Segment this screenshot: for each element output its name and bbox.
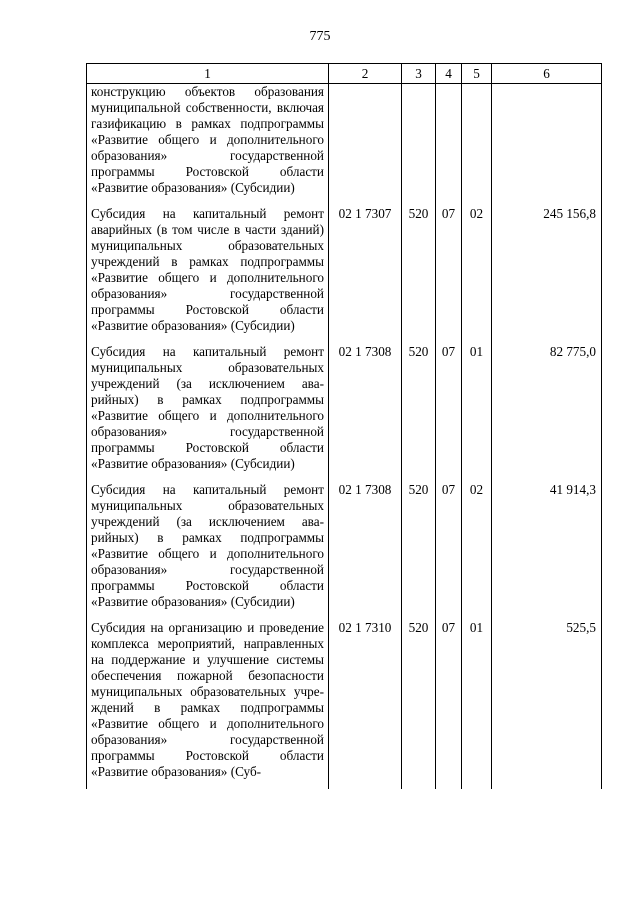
row-target-code: 02 1 7310 — [329, 619, 402, 789]
table-row — [87, 343, 602, 481]
row-section: 07 — [436, 343, 462, 481]
row-description: Субсидия на капитальный ремонт аварийных (в том числе в части зданий) муниципальных образовательных учреждений в рамках подпрограммы «Развитие общего и дополнительного образования» государственной программы Ростовской области «Развитие образования» (Субсидии) — [87, 205, 329, 343]
row-section: 07 — [436, 481, 462, 619]
table-row — [87, 205, 602, 343]
header-col-6: 6 — [492, 64, 602, 84]
header-col-3: 3 — [402, 64, 436, 84]
header-col-4: 4 — [436, 64, 462, 84]
row-target-code: 02 1 7307 — [329, 205, 402, 343]
row-target-code — [329, 84, 402, 206]
row-amount: 82 775,0 — [492, 343, 602, 481]
row-target-code: 02 1 7308 — [329, 481, 402, 619]
row-amount — [492, 84, 602, 206]
row-description: Субсидия на капитальный ремонт муниципальных образовательных учреждений (за исключением аварийных) в рамках подпрограммы «Развитие общего и дополнительного образования» государственной программы Ростовской области «Развитие образования» (Субсидии) — [87, 343, 329, 481]
row-section — [436, 84, 462, 206]
row-amount: 41 914,3 — [492, 481, 602, 619]
row-expense-type — [402, 84, 436, 206]
budget-table — [86, 63, 602, 789]
row-subsection: 01 — [462, 619, 492, 789]
row-section: 07 — [436, 205, 462, 343]
header-col-2: 2 — [329, 64, 402, 84]
header-col-1: 1 — [87, 64, 329, 84]
table-header-row — [87, 64, 602, 84]
page-number: 775 — [309, 29, 331, 44]
table-row — [87, 481, 602, 619]
table-row — [87, 619, 602, 789]
row-description: Субсидия на капитальный ремонт муниципальных образовательных учреждений (за исключением аварийных) в рамках подпрограммы «Развитие общего и дополнительного образования» государственной программы Ростовской области «Развитие образования» (Субсидии) — [87, 481, 329, 619]
row-target-code: 02 1 7308 — [329, 343, 402, 481]
row-subsection: 02 — [462, 481, 492, 619]
row-amount: 525,5 — [492, 619, 602, 789]
row-expense-type: 520 — [402, 619, 436, 789]
row-amount: 245 156,8 — [492, 205, 602, 343]
row-subsection: 01 — [462, 343, 492, 481]
row-expense-type: 520 — [402, 205, 436, 343]
row-description: конструкцию объектов образования муниципальной собственности, включая газификацию в рамках подпрограммы «Развитие общего и дополнительного образования» государственной программы Ростовской области «Развитие образования» (Субсидии) — [87, 84, 329, 206]
table-row — [87, 84, 602, 206]
row-subsection: 02 — [462, 205, 492, 343]
row-subsection — [462, 84, 492, 206]
row-expense-type: 520 — [402, 481, 436, 619]
row-description: Субсидия на организацию и проведение комплекса мероприятий, направленных на поддержание и улучшение системы обеспечения пожарной безопасности муниципальных образовательных учреждений в рамках подпрограммы «Развитие общего и дополнительного образования» государственной программы Ростовской области «Развитие образования» (Суб- — [87, 619, 329, 789]
row-section: 07 — [436, 619, 462, 789]
header-col-5: 5 — [462, 64, 492, 84]
row-expense-type: 520 — [402, 343, 436, 481]
